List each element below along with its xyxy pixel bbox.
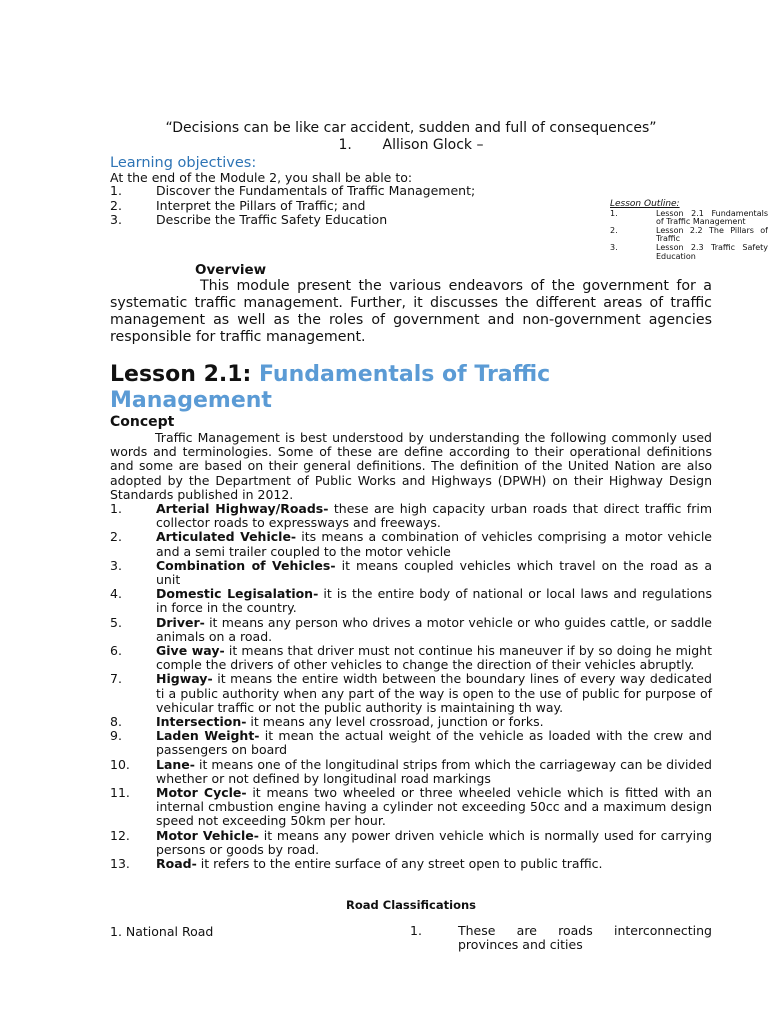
definition-text xyxy=(156,644,712,672)
quote-author xyxy=(110,137,712,154)
objective-number: 1. xyxy=(110,183,122,198)
definition-term: Arterial Highway/Roads- xyxy=(156,501,329,516)
road-class-text: These are roads interconnecting provinces and cities xyxy=(458,923,712,953)
definition-term: Articulated Vehicle- xyxy=(156,529,297,545)
definition-text xyxy=(156,786,712,829)
definition-number: 1. xyxy=(110,501,122,516)
definition-number: 2. xyxy=(110,529,122,545)
objective-text: Discover the Fundamentals of Traffic Management; xyxy=(156,183,476,198)
objective-number: 3. xyxy=(110,212,122,228)
definition-text xyxy=(156,502,712,530)
definition-term: Intersection- xyxy=(156,714,247,730)
definition-number: 9. xyxy=(110,728,122,744)
definition-term: Higway- xyxy=(156,671,213,687)
definition-item xyxy=(110,644,712,672)
author-number: 1. xyxy=(338,137,352,153)
objective-item xyxy=(110,213,600,228)
definition-item xyxy=(110,729,712,757)
road-class-number: 1. xyxy=(410,923,422,938)
definition-body: these are high capacity urban roads that direct traffic frim collector roads to expressways and freeways. xyxy=(156,501,712,531)
definition-text xyxy=(156,587,712,615)
definition-body: it refers to the entire surface of any street open to public traffic. xyxy=(196,856,603,872)
definition-item xyxy=(110,857,712,871)
definition-term: Combination of Vehicles- xyxy=(156,557,336,573)
definition-item xyxy=(110,502,712,530)
definition-number: 8. xyxy=(110,714,122,730)
definition-item xyxy=(110,715,712,729)
definition-item xyxy=(110,616,712,644)
definition-text xyxy=(156,715,712,729)
lesson-heading xyxy=(110,362,670,414)
definition-term: Motor Cycle- xyxy=(156,785,247,801)
definition-text xyxy=(156,616,712,644)
definition-text xyxy=(156,559,712,587)
definition-number: 11. xyxy=(110,785,130,801)
concept-paragraph: Traffic Management is best understood by understanding the following commonly used words and terminologies. Some of these are define according to their operational definitions and some are based on their general definitions. The definition of the United Nation are also adopted by the Department of Public Works and Highways (DPWH) on their Highway Design Standards published in 2012. xyxy=(110,430,712,502)
outline-text: Lesson 2.1 Fundamentals of Traffic Management xyxy=(656,208,768,227)
definition-text xyxy=(156,530,712,558)
definition-number: 6. xyxy=(110,643,122,659)
definition-item xyxy=(110,530,712,558)
author-name: Allison Glock – xyxy=(382,137,484,153)
definition-body: it means any person who drives a motor vehicle or who guides cattle, or saddle animals on a road. xyxy=(156,614,712,644)
opening-quote: “Decisions can be like car accident, sudden and full of consequences” xyxy=(165,120,657,136)
outline-item xyxy=(610,210,768,227)
definition-item xyxy=(110,829,712,857)
objective-text: Describe the Traffic Safety Education xyxy=(156,212,388,228)
definition-text xyxy=(156,857,712,871)
objective-item xyxy=(110,184,600,199)
road-class-description xyxy=(410,924,712,952)
definition-text xyxy=(156,729,712,757)
overview-paragraph: This module present the various endeavors of the government for a systematic traffic management. Further, it discusses the different areas of traffic management as well as the roles of government and non-government agencies responsible for traffic management. xyxy=(110,278,712,345)
definition-number: 4. xyxy=(110,586,122,602)
definition-text xyxy=(156,829,712,857)
lesson-outline-box xyxy=(610,200,768,261)
definition-term: Give way- xyxy=(156,643,225,659)
definition-term: Lane- xyxy=(156,756,195,772)
lesson-prefix: Lesson 2.1: xyxy=(110,362,259,387)
definition-body: it mean the actual weight of the vehicle as loaded with the crew and passengers on board xyxy=(156,728,712,758)
definition-item xyxy=(110,758,712,786)
lesson-title: Fundamentals of Traffic Management xyxy=(110,362,551,413)
definition-number: 10. xyxy=(110,756,130,772)
definition-body: it means coupled vehicles which travel on the road as a unit xyxy=(156,557,713,588)
definitions-list xyxy=(110,502,712,871)
definition-term: Motor Vehicle- xyxy=(156,827,259,843)
overview-title: Overview xyxy=(195,262,267,278)
definition-text xyxy=(156,758,712,786)
road-classifications-title: Road Classifications xyxy=(346,898,476,912)
outline-text: Lesson 2.2 The Pillars of Traffic xyxy=(656,225,768,244)
outline-item xyxy=(610,227,768,244)
outline-number: 2. xyxy=(610,225,618,235)
definition-item xyxy=(110,672,712,715)
definition-number: 3. xyxy=(110,557,122,573)
learning-objectives-list xyxy=(110,184,600,228)
definition-body: it means any power driven vehicle which is normally used for carrying persons or goods by road. xyxy=(156,827,712,857)
definition-number: 12. xyxy=(110,827,130,843)
outline-number: 1. xyxy=(610,208,618,218)
objective-item xyxy=(110,199,600,214)
lesson-outline-title: Lesson Outline: xyxy=(610,199,680,209)
definition-item xyxy=(110,587,712,615)
definition-body: it means one of the longitudinal strips from which the carriageway can be divided whether or not defined by longitudinal road markings xyxy=(156,756,712,786)
definition-term: Road- xyxy=(156,856,197,872)
definition-body: it means two wheeled or three wheeled vehicle which is fitted with an internal cmbustion engine having a cylinder not exceeding 50cc and a maximum design speed not exceeding 50km per hour. xyxy=(156,785,712,829)
definition-body: its means a combination of vehicles comprising a motor vehicle and a semi trailer coupled to the motor vehicle xyxy=(156,529,712,559)
definition-body: it means that driver must not continue his maneuver if by so doing he might comple the drivers of other vehicles to change the direction of their vehicles abruptly. xyxy=(156,643,712,673)
definition-term: Domestic Legisalation- xyxy=(156,586,319,602)
objective-number: 2. xyxy=(110,197,122,213)
learning-objectives-title: Learning objectives: xyxy=(110,155,257,171)
definition-number: 13. xyxy=(110,856,130,872)
definition-number: 7. xyxy=(110,671,122,687)
definition-item xyxy=(110,786,712,829)
definition-body: it means the entire width between the boundary lines of every way dedicated ti a public authority when any part of the way is open to the use of public for purpose of vehicular traffic or not the public authority is maintaining th way. xyxy=(156,671,712,715)
outline-text: Lesson 2.3 Traffic Safety Education xyxy=(656,242,768,261)
concept-title: Concept xyxy=(110,414,175,430)
road-class-name: 1. National Road xyxy=(110,924,214,939)
definition-term: Laden Weight- xyxy=(156,728,260,744)
objective-text: Interpret the Pillars of Traffic; and xyxy=(156,197,366,213)
definition-body: it is the entire body of national or local laws and regulations in force in the country. xyxy=(156,586,712,616)
outline-item xyxy=(610,244,768,261)
definition-item xyxy=(110,559,712,587)
outline-number: 3. xyxy=(610,242,618,252)
learning-objectives-intro: At the end of the Module 2, you shall be able to: xyxy=(110,170,413,185)
definition-term: Driver- xyxy=(156,614,205,630)
definition-text xyxy=(156,672,712,715)
definition-body: it means any level crossroad, junction or forks. xyxy=(246,714,544,730)
definition-number: 5. xyxy=(110,614,122,630)
